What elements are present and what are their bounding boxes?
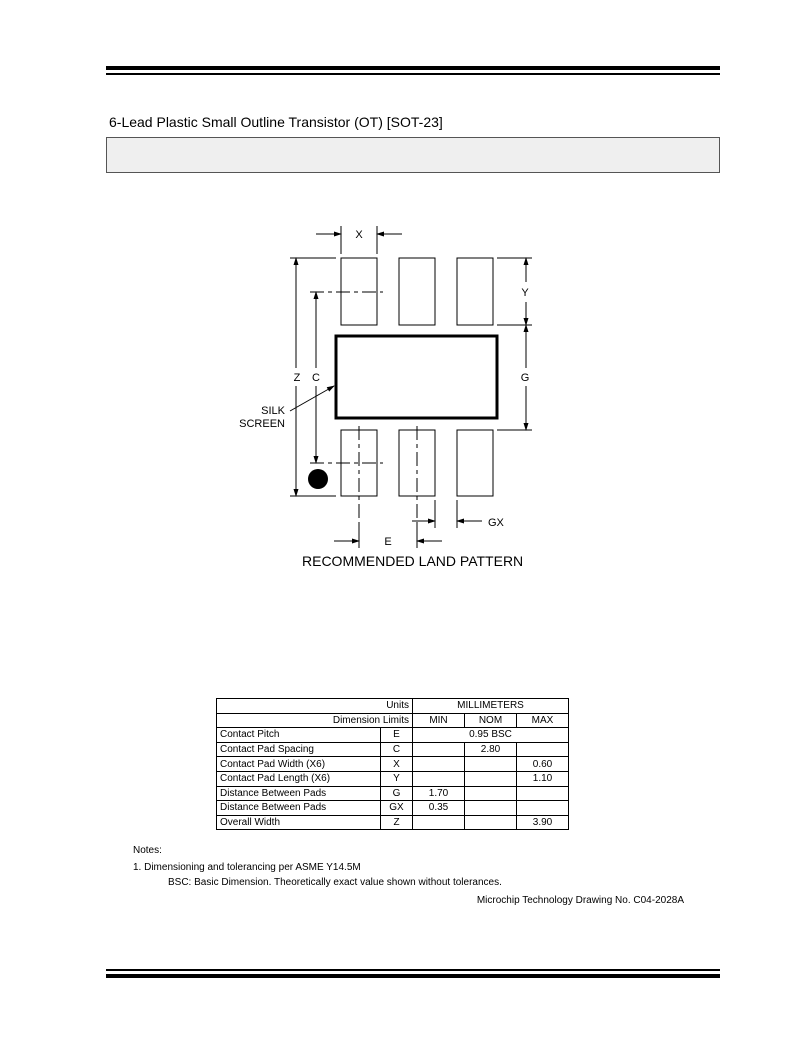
col-max: MAX xyxy=(517,713,569,728)
label-screen: SCREEN xyxy=(239,418,285,430)
label-z: Z xyxy=(293,372,301,384)
label-gx: GX xyxy=(488,517,504,529)
bottom-rule-thick xyxy=(106,974,720,978)
table-header-limits xyxy=(217,713,569,728)
label-y: Y xyxy=(521,287,529,299)
pad-top-2 xyxy=(399,258,435,325)
bottom-rule-thin xyxy=(106,969,720,971)
table-row: Contact Pad Spacing C 2.80 xyxy=(217,742,569,757)
table-row: Contact Pitch E 0.95 BSC xyxy=(217,728,569,743)
pin1-dot xyxy=(308,469,328,489)
dimension-limits-label: Dimension Limits xyxy=(217,713,413,728)
units-value: MILLIMETERS xyxy=(413,699,569,714)
drawing-number: Microchip Technology Drawing No. C04-2028A xyxy=(476,895,684,906)
table-row: Distance Between Pads G 1.70 xyxy=(217,786,569,801)
notes-block xyxy=(133,844,361,875)
page-title: 6-Lead Plastic Small Outline Transistor (OT) [SOT-23] xyxy=(109,114,443,130)
silk-screen-outline xyxy=(336,336,497,418)
label-silk: SILK xyxy=(261,405,285,417)
label-g: G xyxy=(520,372,530,384)
table-row: Overall Width Z 3.90 xyxy=(217,815,569,830)
notes-heading: Notes: xyxy=(133,845,162,856)
table-row: Contact Pad Length (X6) Y 1.10 xyxy=(217,771,569,786)
table-row: Distance Between Pads GX 0.35 xyxy=(217,801,569,816)
label-x: X xyxy=(355,229,363,241)
dimensions-table xyxy=(216,698,569,830)
units-label: Units xyxy=(217,699,413,714)
pad-bottom-3 xyxy=(457,430,493,496)
table-header-units xyxy=(217,699,569,714)
note-1: 1. Dimensioning and tolerancing per ASME Y14.5M xyxy=(133,862,361,873)
col-nom: NOM xyxy=(465,713,517,728)
table-row: Contact Pad Width (X6) X 0.60 xyxy=(217,757,569,772)
pad-top-3 xyxy=(457,258,493,325)
col-min: MIN xyxy=(413,713,465,728)
note-1-sub: BSC: Basic Dimension. Theoretically exact value shown without tolerances. xyxy=(168,877,502,888)
label-e: E xyxy=(384,536,392,548)
label-c: C xyxy=(312,372,320,384)
drawing-caption: RECOMMENDED LAND PATTERN xyxy=(302,553,524,569)
